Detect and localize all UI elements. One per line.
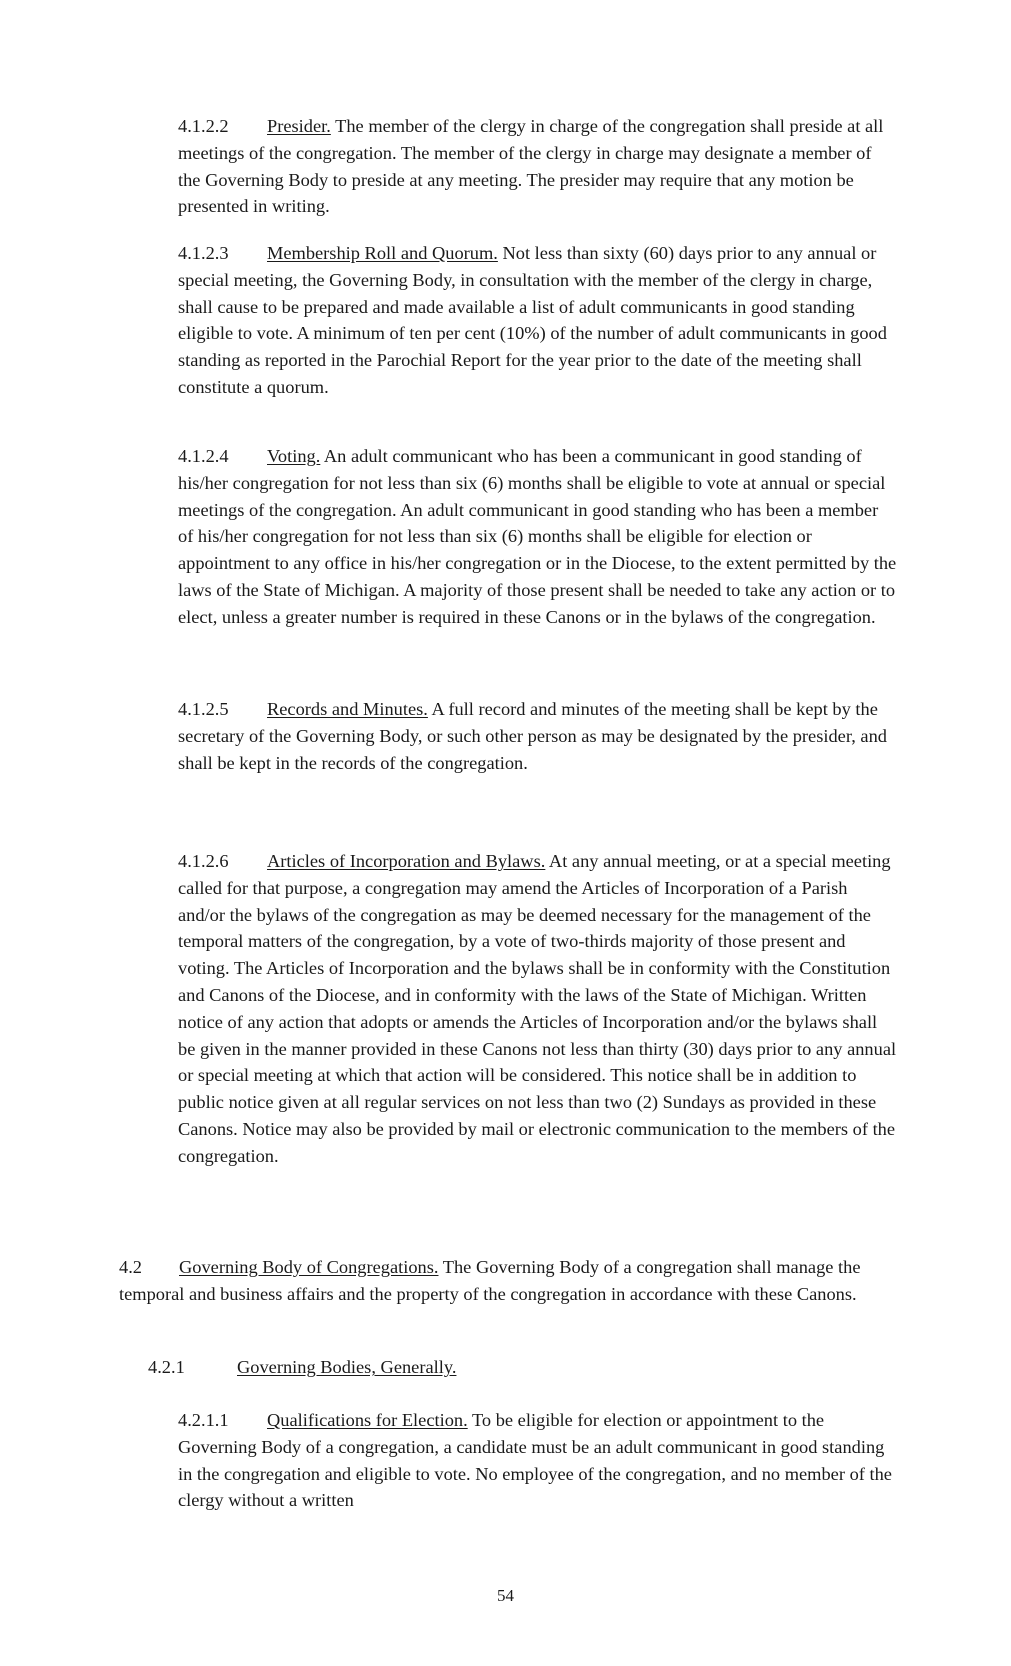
paragraph-heading: Qualifications for Election. <box>267 1410 468 1430</box>
paragraph-heading: Membership Roll and Quorum. <box>267 243 498 263</box>
paragraph-number: 4.1.2.3 <box>178 243 229 263</box>
paragraph-4-1-2-2 <box>178 113 898 220</box>
paragraph-text: At any annual meeting, or at a special meeting called for that purpose, a congregation may amend the Articles of Incorporation of a Parish and/or the bylaws of the congregation as may be deemed necessary for the management of the temporal matters of the congregation, by a vote of two-thirds majority of those present and voting. The Articles of Incorporation and the bylaws shall be in conformity with the Constitution and Canons of the Diocese, and in conformity with the laws of the State of Michigan. Written notice of any action that adopts or amends the Articles of Incorporation and/or the bylaws shall be given in the manner provided in these Canons not less than thirty (30) days prior to any annual or special meeting at which that action will be considered. This notice shall be in addition to public notice given at all regular services on not less than two (2) Sundays as provided in these Canons. Notice may also be provided by mail or electronic communication to the members of the congregation. <box>178 851 897 1166</box>
section-number: 4.2 <box>119 1257 142 1277</box>
section-heading: Governing Body of Congregations. <box>179 1257 439 1277</box>
paragraph-heading: Presider. <box>267 116 331 136</box>
paragraph-4-1-2-6 <box>178 848 898 1170</box>
paragraph-heading: Articles of Incorporation and Bylaws. <box>267 851 546 871</box>
paragraph-number: 4.2.1.1 <box>178 1410 229 1430</box>
paragraph-heading: Voting. <box>267 446 321 466</box>
paragraph-4-1-2-4 <box>178 443 898 631</box>
paragraph-number: 4.1.2.5 <box>178 699 229 719</box>
page-number: 54 <box>497 1586 514 1605</box>
section-number: 4.2.1 <box>148 1357 185 1377</box>
section-4-2 <box>119 1254 899 1308</box>
paragraph-text: A full record and minutes of the meeting shall be kept by the secretary of the Governing Body, or such other person as may be designated by the presider, and shall be kept in the records of the congregation. <box>178 699 887 773</box>
paragraph-4-2-1-1 <box>178 1407 898 1514</box>
section-4-2-1 <box>148 1354 456 1381</box>
paragraph-text: Not less than sixty (60) days prior to any annual or special meeting, the Governing Body, in consultation with the member of the clergy in charge, shall cause to be prepared and made available a list of adult communicants in good standing eligible to vote. A minimum of ten per cent (10%) of the number of adult communicants in good standing as reported in the Parochial Report for the year prior to the date of the meeting shall constitute a quorum. <box>178 243 887 397</box>
paragraph-heading: Records and Minutes. <box>267 699 428 719</box>
paragraph-text: An adult communicant who has been a communicant in good standing of his/her congregation for not less than six (6) months shall be eligible to vote at annual or special meetings of the congregation. An adult communicant in good standing who has been a member of his/her congregation for not less than six (6) months shall be eligible for election or appointment to any office in his/her congregation or in the Diocese, to the extent permitted by the laws of the State of Michigan. A majority of those present shall be needed to take any action or to elect, unless a greater number is required in these Canons or in the bylaws of the congregation. <box>178 446 897 627</box>
paragraph-number: 4.1.2.6 <box>178 851 229 871</box>
section-text: The Governing Body of a congregation shall manage the temporal and business affairs and the property of the congregation in accordance with these Canons. <box>119 1257 861 1304</box>
paragraph-text: The member of the clergy in charge of the congregation shall preside at all meetings of the congregation. The member of the clergy in charge may designate a member of the Governing Body to preside at any meeting. The presider may require that any motion be presented in writing. <box>178 116 884 217</box>
paragraph-4-1-2-5 <box>178 696 898 776</box>
paragraph-number: 4.1.2.4 <box>178 446 229 466</box>
section-heading: Governing Bodies, Generally. <box>237 1357 457 1377</box>
paragraph-4-1-2-3 <box>178 240 898 401</box>
paragraph-text: To be eligible for election or appointment to the Governing Body of a congregation, a candidate must be an adult communicant in good standing in the congregation and eligible to vote. No employee of the congregation, and no member of the clergy without a written <box>178 1410 892 1511</box>
paragraph-number: 4.1.2.2 <box>178 116 229 136</box>
